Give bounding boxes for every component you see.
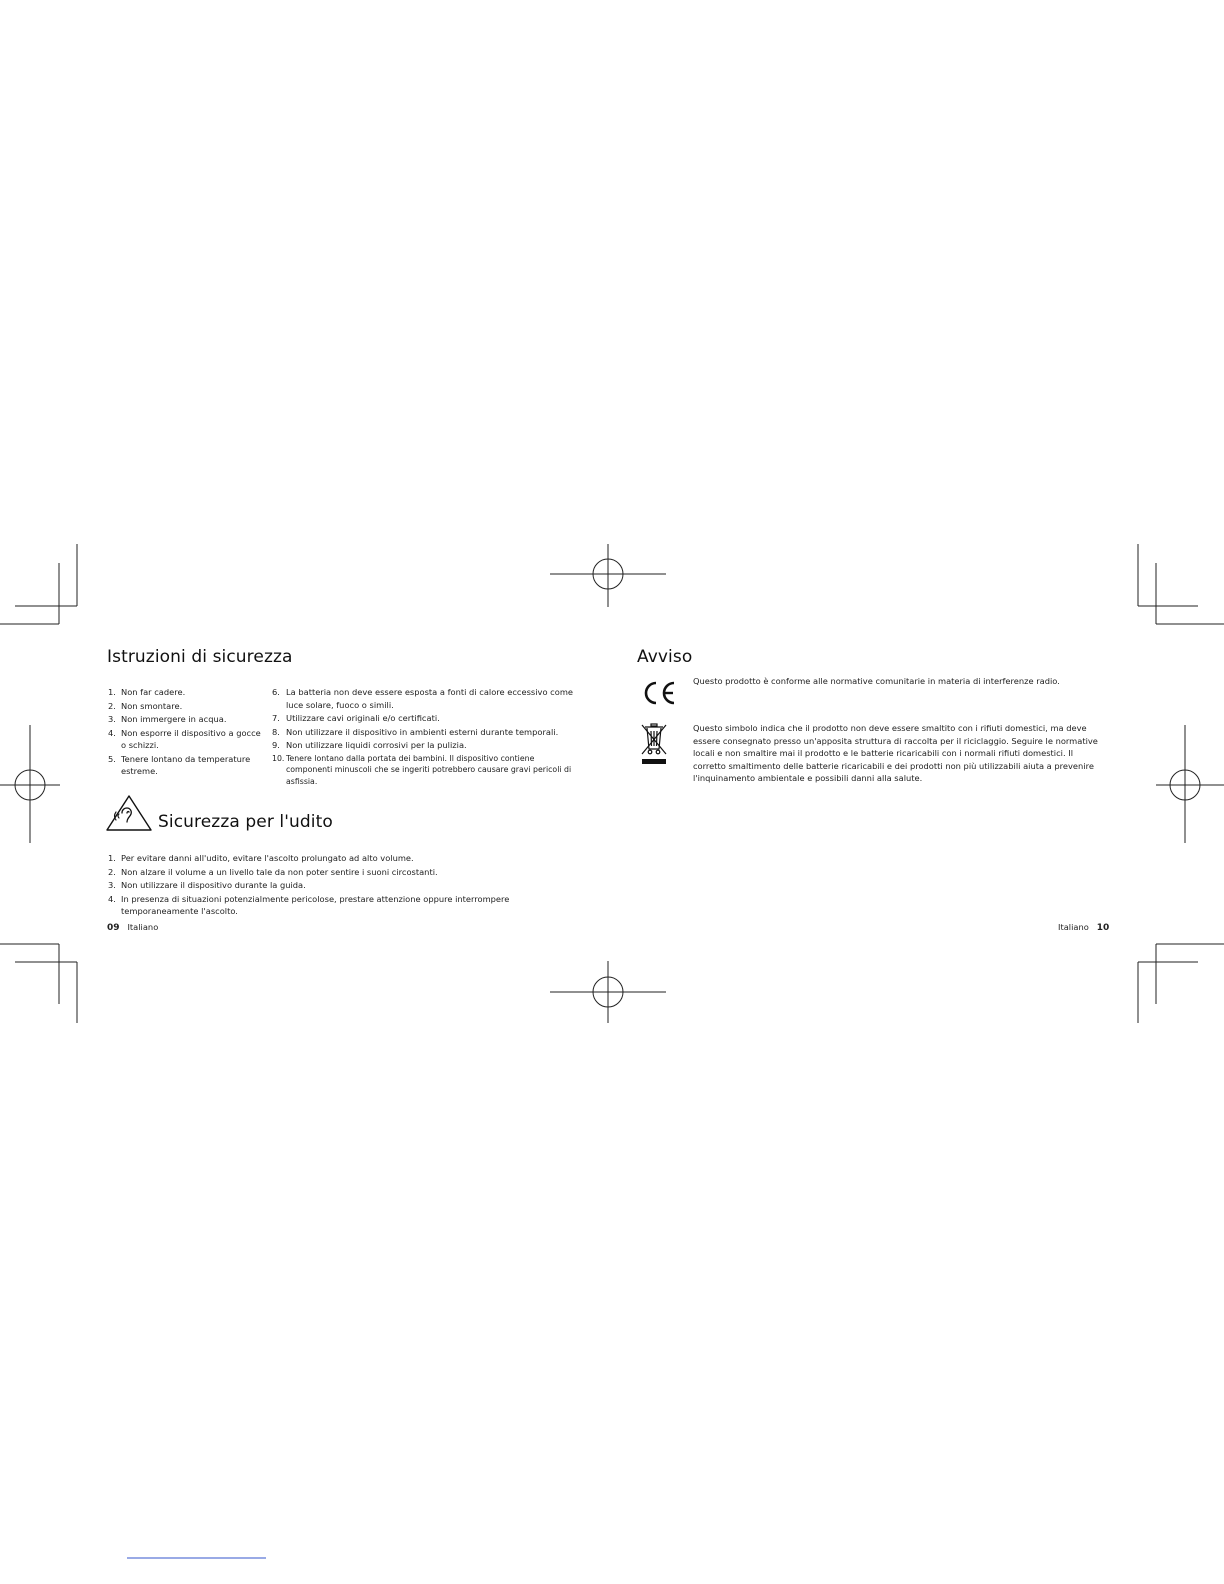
list-item [108, 879, 538, 892]
hearing-list [108, 852, 538, 919]
safety-list-col2 [272, 686, 577, 788]
list-item [108, 686, 268, 699]
list-item-number: 4. [108, 893, 116, 904]
list-item-number: 8. [272, 726, 280, 737]
list-item [272, 739, 577, 752]
list-item-text: Non utilizzare liquidi corrosivi per la pulizia. [286, 740, 467, 750]
list-item [108, 700, 268, 713]
list-item-text: Non utilizzare il dispositivo in ambienti esterni durante temporali. [286, 726, 559, 737]
list-item-text: Utilizzare cavi originali e/o certificati. [286, 713, 440, 723]
hearing-title: Sicurezza per l'udito [158, 812, 333, 832]
list-item-text: Tenere lontano da temperature estreme. [121, 753, 251, 776]
list-item [272, 712, 577, 725]
list-item-number: 2. [108, 866, 116, 877]
left-footer [107, 922, 158, 933]
list-item-number: 3. [108, 714, 116, 724]
ce-mark-icon [641, 680, 677, 706]
right-footer [1058, 922, 1109, 933]
left-page-number: 09 [107, 923, 120, 933]
safety-title: Istruzioni di sicurezza [107, 647, 293, 667]
list-item-number: 2. [108, 700, 116, 711]
list-item-number: 10. [272, 753, 285, 763]
list-item-number: 7. [272, 713, 280, 723]
list-item [272, 686, 577, 711]
ce-text: Questo prodotto è conforme alle normative comunitarie in materia di interferenze radio. [693, 676, 1060, 686]
list-item-text: La batteria non deve essere esposta a fonti di calore eccessivo come luce solare, fuoco o simili. [286, 687, 573, 710]
list-item-text: Non esporre il dispositivo a gocce o schizzi. [121, 727, 261, 750]
list-item-text: Non utilizzare il dispositivo durante la guida. [121, 880, 306, 890]
list-item [108, 866, 538, 879]
list-item-text: Tenere lontano dalla portata dei bambini. Il dispositivo contiene componenti minuscoli che se ingeriti potrebbero causare gravi pericoli di asfissia. [286, 753, 572, 786]
crossed-bin-icon [640, 722, 668, 766]
list-item-number: 1. [108, 687, 116, 697]
right-page-number: 10 [1096, 923, 1110, 933]
safety-list-col1 [108, 686, 268, 779]
list-item-number: 1. [108, 853, 116, 863]
list-item [272, 753, 577, 788]
hearing-warning-icon [105, 794, 153, 832]
list-item-text: In presenza di situazioni potenzialmente pericolose, prestare attenzione oppure interrompere temporaneamente l'ascolto. [121, 893, 510, 916]
weee-text: Questo simbolo indica che il prodotto non deve essere smaltito con i rifiuti domestici, ma deve essere consegnato presso un'apposita struttura di raccolta per il riciclaggio. Seguire le normative locali e non smaltire mai il prodotto e le batterie ricaricabili con i normali rifiuti domestici. Il corretto smaltimento delle batterie ricaricabili e dei prodotti non più utilizzabili aiuta a prevenire l'inquinamento ambientale e possibili danni alla salute. [693, 723, 1098, 783]
list-item [108, 893, 538, 918]
list-item-text: Non smontare. [121, 700, 183, 711]
list-item-number: 5. [108, 753, 116, 764]
list-item [108, 753, 268, 778]
notice-title: Avviso [637, 647, 693, 667]
list-item-text: Per evitare danni all'udito, evitare l'ascolto prolungato ad alto volume. [121, 853, 414, 863]
list-item-number: 9. [272, 740, 280, 750]
list-item [272, 726, 577, 739]
list-item-number: 3. [108, 880, 116, 890]
list-item-text: Non alzare il volume a un livello tale da non poter sentire i suoni circostanti. [121, 866, 438, 877]
list-item [108, 713, 268, 726]
list-item-text: Non far cadere. [121, 687, 186, 697]
list-item-text: Non immergere in acqua. [121, 714, 227, 724]
right-footer-language: Italiano [1058, 922, 1089, 932]
list-item [108, 727, 268, 752]
left-footer-language: Italiano [127, 922, 159, 932]
list-item [108, 852, 538, 865]
list-item-number: 4. [108, 727, 116, 738]
list-item-number: 6. [272, 687, 280, 697]
